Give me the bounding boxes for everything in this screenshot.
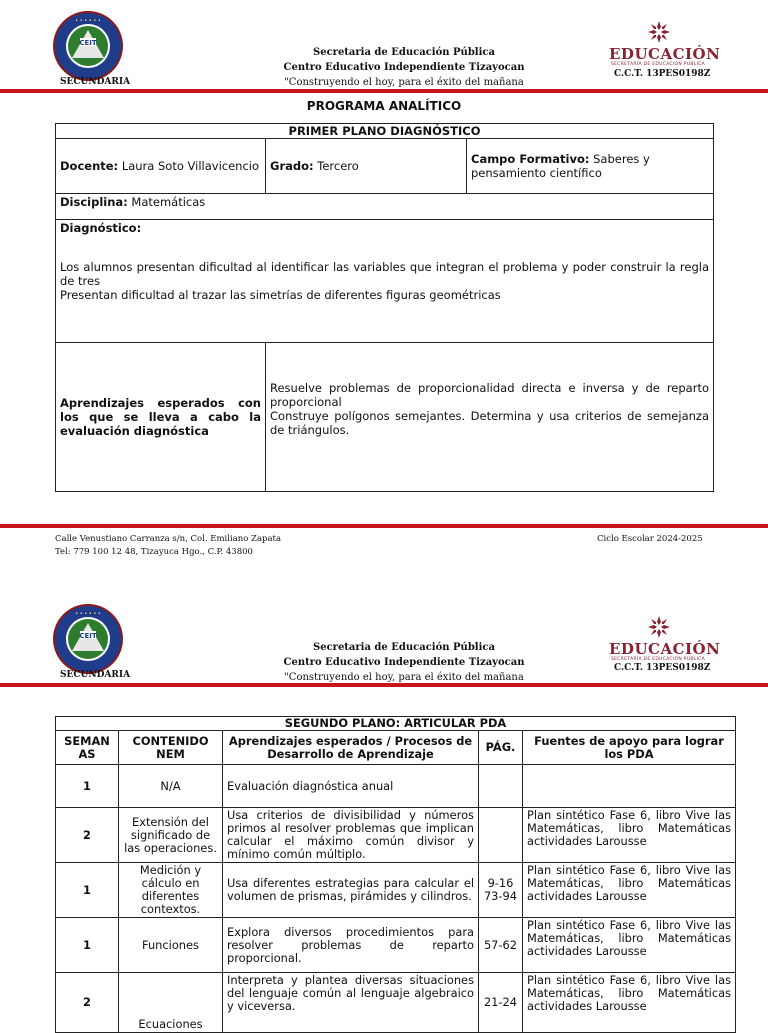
table-row: [56, 808, 736, 863]
header-divider: [0, 89, 768, 93]
educacion-wordmark-2: EDUCACIÓN: [609, 640, 721, 658]
disciplina-value: Matemáticas: [131, 195, 206, 209]
row-fuentes: [523, 765, 736, 808]
campo-label: Campo Formativo:: [471, 152, 590, 166]
grado-cell: [266, 139, 467, 194]
aprendizajes-text-1: Resuelve problemas de proporcionalidad directa e inversa y de reparto proporcional: [270, 381, 709, 409]
row-pag: [479, 808, 523, 863]
row-contenido: Extensión del significado de las operaciones.: [119, 808, 223, 863]
docente-value: Laura Soto Villavicencio: [121, 159, 260, 173]
sep-title: Secretaria de Educación Pública: [313, 47, 495, 58]
diagnostico-text-2: Presentan dificultad al trazar las simetrías de diferentes figuras geométricas: [60, 288, 501, 302]
row-contenido: Ecuaciones: [119, 973, 223, 1033]
row-pag: [479, 765, 523, 808]
row-pag: 21-24: [479, 973, 523, 1033]
school-name: Centro Educativo Independiente Tizayocan: [283, 62, 525, 73]
primer-plano-table: [55, 123, 714, 492]
col-header-semanas: SEMAN AS: [56, 731, 119, 765]
educacion-subtitle: SECRETARÍA DE EDUCACIÓN PÚBLICA: [611, 62, 705, 67]
row-semanas: 1: [56, 765, 119, 808]
footer-phone: Tel: 779 100 12 48, Tizayuca Hgo., C.P. 43800: [55, 547, 253, 557]
campo-cell: [467, 139, 714, 194]
footer-address-block: [55, 533, 281, 559]
aprendizajes-text-2: Construye polígonos semejantes. Determina y usa criterios de semejanza de triángulos.: [270, 409, 709, 437]
school-motto: "Construyendo el hoy, para el éxito del mañana: [284, 77, 524, 88]
row-contenido: N/A: [119, 765, 223, 808]
diagnostico-label: Diagnóstico:: [60, 221, 142, 235]
grado-value: Tercero: [317, 159, 359, 173]
diagnostico-cell: [56, 220, 714, 343]
aprendizajes-cell: [266, 343, 714, 492]
row-pda: Usa diferentes estrategias para calcular el volumen de prismas, pirámides y cilindros.: [223, 863, 479, 918]
svg-text:• • • • • •: • • • • • •: [75, 611, 101, 617]
footer-cycle: Ciclo Escolar 2024-2025: [597, 534, 703, 544]
header-divider-2: [0, 683, 768, 687]
disciplina-label: Disciplina:: [60, 195, 128, 209]
row-semanas: 2: [56, 973, 119, 1033]
table-row: [56, 765, 736, 808]
col-header-pag: PÁG.: [479, 731, 523, 765]
col-header-contenido: CONTENIDO NEM: [119, 731, 223, 765]
educacion-emblem-icon: [647, 20, 671, 48]
row-pda: Usa criterios de divisibilidad y números primos al resolver problemas que implican calcular el máximo común divisor y mínimo común múltiplo.: [223, 808, 479, 863]
row-semanas: 1: [56, 918, 119, 973]
diagnostico-text-1: Los alumnos presentan dificultad al identificar las variables que integran el problema y poder construir la regla de tres: [60, 260, 709, 288]
sep-title-2: Secretaria de Educación Pública: [313, 642, 495, 653]
educacion-subtitle-2: SECRETARÍA DE EDUCACIÓN PÚBLICA: [611, 657, 705, 662]
cct-code-2: C.C.T. 13PES0198Z: [614, 663, 711, 673]
table-row: [56, 918, 736, 973]
row-contenido: Funciones: [119, 918, 223, 973]
logo-text-2: CEIT: [79, 632, 97, 640]
docente-label: Docente:: [60, 159, 119, 173]
cct-code: C.C.T. 13PES0198Z: [614, 69, 711, 79]
disciplina-cell: [56, 194, 714, 220]
row-fuentes: Plan sintético Fase 6, libro Vive las Matemáticas, libro Matemáticas actividades Larousse: [523, 918, 736, 973]
educacion-emblem-icon-2: [647, 615, 671, 643]
col-header-pda: Aprendizajes esperados / Procesos de Desarrollo de Aprendizaje: [223, 731, 479, 765]
row-semanas: 1: [56, 863, 119, 918]
row-fuentes: Plan sintético Fase 6, libro Vive las Matemáticas, libro Matemáticas actividades Larousse: [523, 973, 736, 1033]
row-pda: Evaluación diagnóstica anual: [223, 765, 479, 808]
logo-text: CEIT: [79, 39, 97, 47]
footer-divider: [0, 524, 768, 528]
row-semanas: 2: [56, 808, 119, 863]
aprendizajes-label: Aprendizajes esperados con los que se lleva a cabo la evaluación diagnóstica: [56, 343, 266, 492]
footer-address: Calle Venustiano Carranza s/n, Col. Emiliano Zapata: [55, 534, 282, 544]
grado-label: Grado:: [270, 159, 314, 173]
educacion-wordmark: EDUCACIÓN: [609, 45, 721, 63]
row-contenido: Medición y cálculo en diferentes contextos.: [119, 863, 223, 918]
segundo-plano-table: [55, 716, 736, 1033]
row-fuentes: Plan sintético Fase 6, libro Vive las Matemáticas, libro Matemáticas actividades Larousse: [523, 808, 736, 863]
page-title: PROGRAMA ANALÍTICO: [306, 99, 462, 113]
svg-text:• • • • • •: • • • • • •: [75, 18, 101, 24]
row-pda: Interpreta y plantea diversas situaciones del lenguaje común al lenguaje algebraico y viceversa.: [223, 973, 479, 1033]
segundo-plano-title: SEGUNDO PLANO: ARTICULAR PDA: [56, 717, 736, 731]
secundaria-label: SECUNDARIA: [60, 77, 131, 87]
row-pag: 9-16 73-94: [479, 863, 523, 918]
row-pda: Explora diversos procedimientos para resolver problemas de reparto proporcional.: [223, 918, 479, 973]
row-fuentes: Plan sintético Fase 6, libro Vive las Matemáticas, libro Matemáticas actividades Larousse: [523, 863, 736, 918]
docente-cell: [56, 139, 266, 194]
campo-value: Saberes y pensamiento científico: [471, 152, 650, 180]
col-header-fuentes: Fuentes de apoyo para lograr los PDA: [523, 731, 736, 765]
primer-plano-title: PRIMER PLANO DIAGNÓSTICO: [56, 124, 714, 139]
school-name-2: Centro Educativo Independiente Tizayocan: [283, 657, 525, 668]
secundaria-label-2: SECUNDARIA: [60, 670, 131, 680]
table-row: [56, 863, 736, 918]
row-pag: 57-62: [479, 918, 523, 973]
school-motto-2: "Construyendo el hoy, para el éxito del mañana: [284, 672, 524, 683]
